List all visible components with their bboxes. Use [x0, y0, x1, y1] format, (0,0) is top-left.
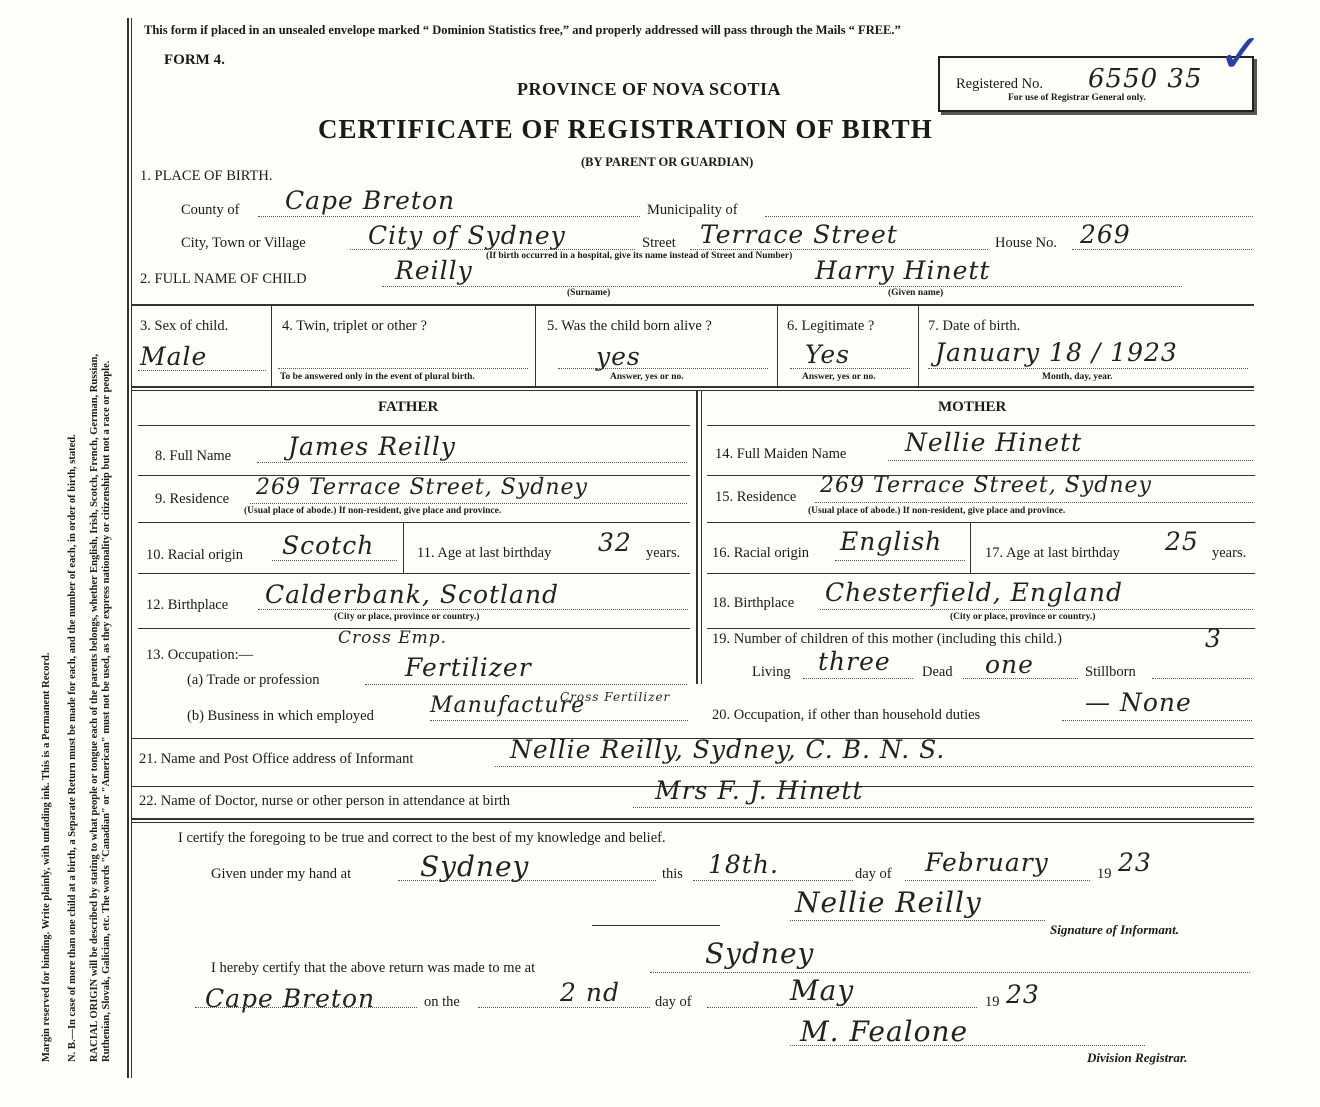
certify-year: 23 [1118, 848, 1152, 877]
father-residence: 269 Terrace Street, Sydney [256, 475, 588, 500]
page-title: CERTIFICATE OF REGISTRATION OF BIRTH [318, 114, 933, 144]
father-residence-note: (Usual place of abode.) If non-resident, give place and province. [244, 506, 502, 516]
father-race-label: 10. Racial origin [146, 547, 244, 563]
registrar-year-prefix: 19 [985, 994, 1000, 1010]
mother-age: 25 [1165, 527, 1199, 556]
given-name-note: (Given name) [888, 288, 944, 298]
legitimate-note: Answer, yes or no. [802, 372, 876, 382]
father-heading: FATHER [378, 399, 439, 415]
informant-signature-label: Signature of Informant. [1050, 922, 1179, 937]
certify-statement: I certify the foregoing to be true and correct to the best of my knowledge and belief. [178, 830, 666, 846]
dob-label: 7. Date of birth. [928, 318, 1021, 334]
mother-age-unit: years. [1212, 545, 1247, 561]
registrar-signature: M. Fealone [800, 1015, 969, 1048]
page-subtitle: (BY PARENT OR GUARDIAN) [581, 155, 754, 169]
dead-label: Dead [922, 664, 953, 680]
informant-value: Nellie Reilly, Sydney, C. B. N. S. [510, 735, 946, 764]
sex-value: Male [140, 342, 208, 371]
mother-race: English [840, 527, 943, 556]
left-border-inner [131, 18, 132, 1078]
father-business-label: (b) Business in which employed [187, 708, 374, 724]
municipality-label: Municipality of [647, 202, 738, 218]
mother-occupation: — None [1085, 688, 1192, 717]
child-given-name: Harry Hinett [815, 256, 991, 285]
stillborn-label: Stillborn [1085, 664, 1136, 680]
registrar-day: 2 nd [560, 978, 620, 1007]
registrar-statement: I hereby certify that the above return was made to me at [211, 960, 536, 976]
informant-signature: Nellie Reilly [795, 886, 982, 919]
mother-heading: MOTHER [938, 399, 1007, 415]
mail-notice: This form if placed in an unsealed envelope marked “ Dominion Statistics free,” and properly addressed will pass through the Mails “ FREE.” [144, 23, 901, 37]
check-mark-icon: ✓ [1218, 22, 1264, 85]
house-label: House No. [995, 235, 1058, 251]
child-name-label: 2. FULL NAME OF CHILD [140, 271, 307, 287]
registered-no-value: 6550 35 [1088, 64, 1203, 94]
certify-place: Sydney [420, 850, 530, 883]
father-trade-above: Cross Emp. [338, 628, 448, 648]
doctor-label: 22. Name of Doctor, nurse or other person in attendance at birth [139, 793, 511, 809]
mother-occupation-label: 20. Occupation, if other than household duties [712, 707, 981, 723]
certify-dayof-label: day of [855, 866, 892, 882]
mother-age-label: 17. Age at last birthday [985, 545, 1120, 561]
alive-label: 5. Was the child born alive ? [547, 318, 712, 334]
city-value: City of Sydney [368, 221, 566, 250]
father-name: James Reilly [288, 432, 456, 461]
legitimate-label: 6. Legitimate ? [787, 318, 875, 334]
registered-no-label: Registered No. [956, 76, 1043, 92]
father-business: Manufacture [430, 693, 586, 718]
sex-label: 3. Sex of child. [140, 318, 229, 334]
father-occupation-label: 13. Occupation:— [146, 647, 254, 663]
mother-birthplace-label: 18. Birthplace [712, 595, 795, 611]
certify-day: 18th. [708, 850, 779, 879]
children-count-label: 19. Number of children of this mother (including this child.) [712, 631, 1062, 647]
father-race: Scotch [282, 531, 375, 560]
street-value: Terrace Street [700, 220, 898, 249]
mother-residence-note: (Usual place of abode.) If non-resident, give place and province. [808, 506, 1066, 516]
father-birthplace-label: 12. Birthplace [146, 597, 229, 613]
margin-note-separate-return: N. B.—In case of more than one child at a birth, a Separate Return must be made for each, and the number of each, in order of birth, stated. [67, 434, 78, 1062]
father-trade-label: (a) Trade or profession [187, 672, 320, 688]
division-registrar-label: Division Registrar. [1087, 1050, 1188, 1065]
informant-label: 21. Name and Post Office address of Informant [139, 751, 414, 767]
street-label: Street [642, 235, 676, 251]
father-business-above: Cross Fertilizer [560, 690, 671, 704]
twin-label: 4. Twin, triplet or other ? [282, 318, 427, 334]
father-age-unit: years. [646, 545, 681, 561]
father-age: 32 [598, 528, 632, 557]
certify-year-prefix: 19 [1097, 866, 1112, 882]
registrar-place: Sydney [705, 937, 815, 970]
father-trade: Fertilizer [405, 653, 532, 682]
registrar-dayof-label: day of [655, 994, 692, 1010]
dob-value: January 18 / 1923 [935, 338, 1178, 367]
alive-value: yes [596, 342, 641, 371]
given-under-label: Given under my hand at [211, 866, 352, 882]
father-age-label: 11. Age at last birthday [417, 545, 552, 561]
doctor-value: Mrs F. J. Hinett [655, 776, 864, 805]
left-border [127, 18, 129, 1078]
mother-name-label: 14. Full Maiden Name [715, 446, 847, 462]
registrar-year: 23 [1006, 980, 1040, 1009]
mother-residence-label: 15. Residence [715, 489, 797, 505]
father-birthplace-note: (City or place, province or country.) [334, 612, 480, 622]
form-number: FORM 4. [164, 52, 225, 68]
hospital-note: (If birth occurred in a hospital, give its name instead of Street and Number) [486, 251, 793, 261]
registrar-onthe-label: on the [424, 994, 460, 1010]
county-label: County of [181, 202, 240, 218]
certify-this-label: this [662, 866, 683, 882]
margin-note-racial-origin-1: RACIAL ORIGIN will be described by stating to what people or tongue each of the parents belongs, whether English, Irish, Scotch, French, German, Russian, [89, 353, 100, 1062]
living-label: Living [752, 664, 791, 680]
certify-month: February [925, 848, 1049, 877]
living-value: three [818, 647, 891, 676]
twin-note: To be answered only in the event of plural birth. [280, 372, 475, 382]
province-heading: PROVINCE OF NOVA SCOTIA [517, 79, 782, 99]
mother-birthplace-note: (City or place, province or country.) [950, 612, 1096, 622]
mother-race-label: 16. Racial origin [712, 545, 810, 561]
registrar-month: May [790, 974, 855, 1007]
father-birthplace: Calderbank, Scotland [265, 580, 560, 609]
place-heading: 1. PLACE OF BIRTH. [140, 168, 273, 184]
registration-box [938, 56, 1254, 112]
registrar-use-note: For use of Registrar General only. [1008, 93, 1146, 103]
legitimate-value: Yes [805, 340, 850, 369]
dob-note: Month, day, year. [1042, 372, 1113, 382]
county-value: Cape Breton [285, 186, 456, 215]
margin-note-racial-origin-2: Ruthenian, Slovak, Galician, etc. The words "Canadian" or "American" must not be used, as they express nationality or citizenship but not a race or people. [101, 360, 112, 1062]
house-value: 269 [1080, 220, 1131, 249]
registrar-county: Cape Breton [205, 984, 376, 1013]
mother-birthplace: Chesterfield, England [825, 578, 1123, 607]
dead-value: one [985, 650, 1034, 679]
alive-note: Answer, yes or no. [610, 372, 684, 382]
children-count: 3 [1205, 624, 1222, 653]
surname-note: (Surname) [567, 288, 611, 298]
city-label: City, Town or Village [181, 235, 306, 251]
father-name-label: 8. Full Name [155, 448, 232, 464]
mother-name: Nellie Hinett [905, 428, 1083, 457]
father-residence-label: 9. Residence [155, 491, 230, 507]
mother-residence: 269 Terrace Street, Sydney [820, 473, 1152, 498]
child-surname: Reilly [395, 256, 473, 285]
margin-note-binding: Margin reserved for binding. Write plainly, with unfading ink. This is a Permanent Record. [41, 652, 52, 1062]
